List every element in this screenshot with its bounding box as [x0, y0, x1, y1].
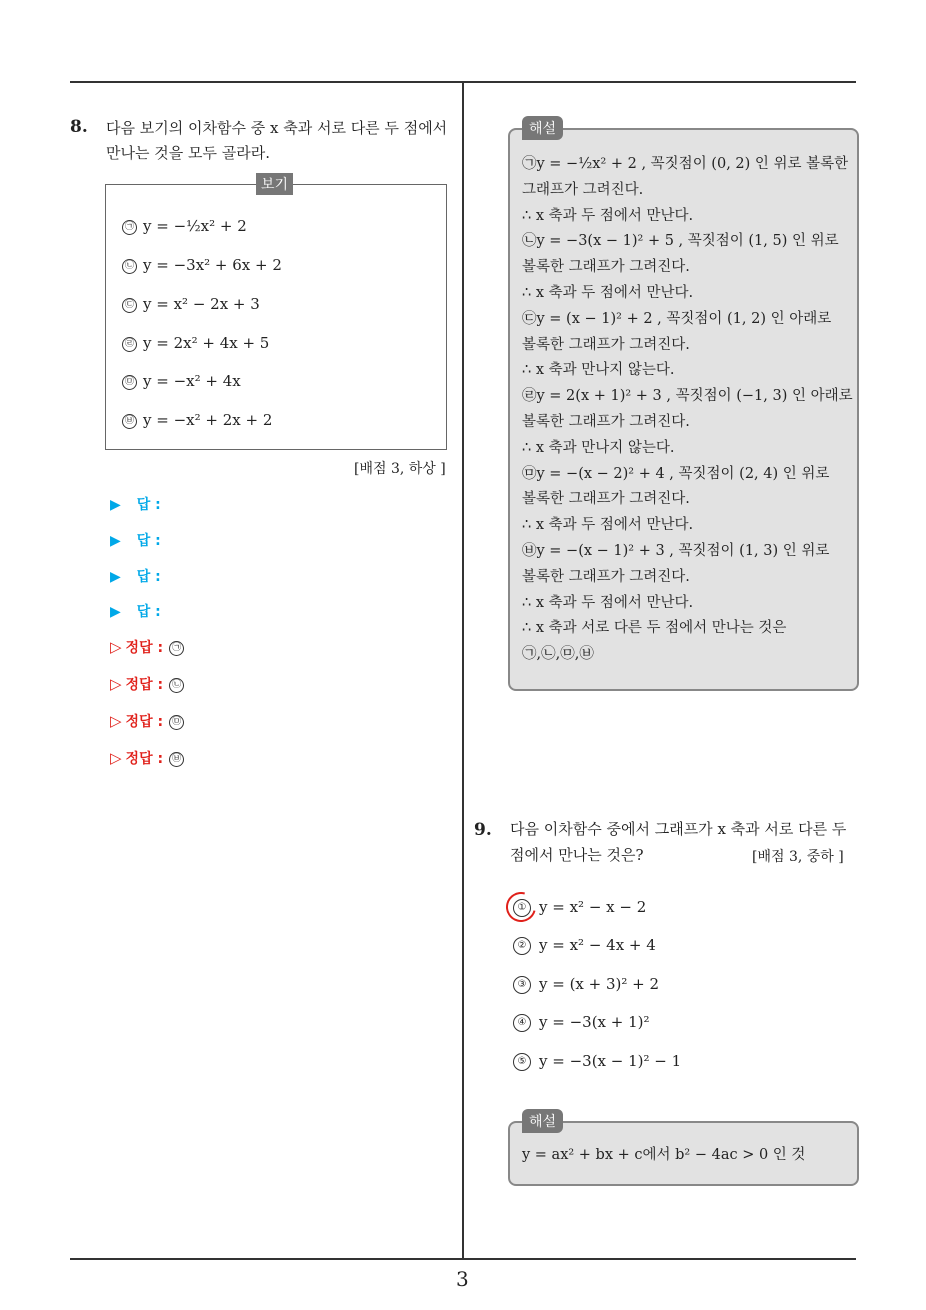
option-equation: y = −3(x − 1)² − 1 — [539, 1052, 682, 1070]
bogi-option-3 — [122, 294, 260, 314]
explanation-line: ∴ x 축과 두 점에서 만난다. — [522, 517, 694, 534]
bogi-option-6 — [122, 410, 272, 430]
outline-triangle-icon: ▷ — [110, 638, 122, 656]
correct-label: 정답 : — [125, 640, 164, 656]
q9-option-5[interactable] — [513, 1050, 681, 1072]
option-equation: y = x² − 2x + 3 — [143, 295, 260, 313]
option-equation: y = 2x² + 4x + 5 — [143, 334, 270, 352]
explanation-line: 볼록한 그래프가 그려진다. — [522, 336, 690, 353]
option-equation: y = (x + 3)² + 2 — [539, 975, 660, 993]
explanation-line: ㉣y = 2(x + 1)² + 3 , 꼭짓점이 (−1, 3) 인 아래로 — [522, 388, 853, 405]
q9-explanation-label: 해설 — [522, 1109, 563, 1133]
correct-value: ㉠ — [169, 641, 184, 656]
bogi-option-4 — [122, 333, 269, 353]
option-number: ⑤ — [513, 1053, 531, 1071]
correct-value: ㉡ — [169, 678, 184, 693]
q9-option-1[interactable] — [513, 896, 646, 918]
q9-option-4[interactable] — [513, 1011, 650, 1033]
explanation-line: ∴ x 축과 두 점에서 만난다. — [522, 594, 694, 611]
option-equation: y = x² − 4x + 4 — [539, 936, 656, 954]
explanation-line: 볼록한 그래프가 그려진다. — [522, 259, 690, 276]
answer-label: 답 : — [136, 569, 161, 585]
option-marker: ㉣ — [122, 337, 137, 352]
explanation-line: ㉡y = −3(x − 1)² + 5 , 꼭짓점이 (1, 5) 인 위로 — [522, 233, 839, 250]
correct-label: 정답 : — [125, 714, 164, 730]
option-marker: ㉡ — [122, 259, 137, 274]
outline-triangle-icon: ▷ — [110, 675, 122, 693]
option-marker: ㉢ — [122, 298, 137, 313]
option-equation: y = −x² + 4x — [143, 372, 241, 390]
bottom-rule — [70, 1258, 856, 1260]
play-triangle-icon: ▶ — [110, 533, 121, 549]
explanation-line: 볼록한 그래프가 그려진다. — [522, 491, 690, 508]
option-equation: y = −½x² + 2 — [143, 217, 247, 235]
explanation-line: ㉠,㉡,㉤,㉥ — [522, 646, 594, 663]
correct-value: ㉤ — [169, 715, 184, 730]
explanation-line: 그래프가 그려진다. — [522, 181, 644, 198]
answer-row[interactable] — [110, 566, 161, 586]
explanation-line: ∴ x 축과 두 점에서 만난다. — [522, 207, 694, 224]
option-marker: ㉠ — [122, 220, 137, 235]
correct-label: 정답 : — [125, 751, 164, 767]
q8-question-line2: 만나는 것을 모두 골라라. — [106, 144, 270, 162]
explanation-line: ∴ x 축과 서로 다른 두 점에서 만나는 것은 — [522, 620, 787, 637]
explanation-line: ∴ x 축과 만나지 않는다. — [522, 439, 675, 456]
answer-label: 답 : — [136, 533, 161, 549]
answer-row[interactable] — [110, 601, 161, 621]
bogi-option-2 — [122, 255, 282, 275]
correct-value: ㉥ — [169, 752, 184, 767]
q8-explanation-box — [508, 128, 859, 691]
correct-answer-row — [110, 748, 190, 768]
explanation-line: ㉥y = −(x − 1)² + 3 , 꼭짓점이 (1, 3) 인 위로 — [522, 542, 830, 559]
play-triangle-icon: ▶ — [110, 497, 121, 513]
explanation-line: 볼록한 그래프가 그려진다. — [522, 413, 690, 430]
q8-number: 8. — [70, 117, 88, 137]
answer-label: 답 : — [136, 604, 161, 620]
q9-explanation-text: y = ax² + bx + c에서 b² − 4ac > 0 인 것 — [522, 1147, 806, 1163]
explanation-line: 볼록한 그래프가 그려진다. — [522, 568, 690, 585]
play-triangle-icon: ▶ — [110, 604, 121, 620]
q9-option-3[interactable] — [513, 973, 659, 995]
explanation-line: ∴ x 축과 두 점에서 만난다. — [522, 284, 694, 301]
outline-triangle-icon: ▷ — [110, 712, 122, 730]
q9-option-2[interactable] — [513, 934, 656, 956]
option-number: ③ — [513, 976, 531, 994]
q8-question-line1: 다음 보기의 이차함수 중 x 축과 서로 다른 두 점에서 — [106, 119, 448, 137]
correct-label: 정답 : — [125, 677, 164, 693]
option-number: ① — [513, 899, 531, 917]
answer-row[interactable] — [110, 494, 161, 514]
option-marker: ㉤ — [122, 375, 137, 390]
correct-answer-row — [110, 711, 190, 731]
option-marker: ㉥ — [122, 414, 137, 429]
correct-answer-row — [110, 674, 190, 694]
answer-label: 답 : — [136, 497, 161, 513]
explanation-line: ㉠y = −½x² + 2 , 꼭짓점이 (0, 2) 인 위로 볼록한 — [522, 156, 849, 172]
explanation-line: ㉤y = −(x − 2)² + 4 , 꼭짓점이 (2, 4) 인 위로 — [522, 465, 830, 482]
column-divider — [462, 82, 464, 1260]
option-equation: y = x² − x − 2 — [539, 898, 647, 916]
outline-triangle-icon: ▷ — [110, 749, 122, 767]
page-number: 3 — [456, 1267, 469, 1291]
correct-answer-row — [110, 637, 190, 657]
bogi-option-5 — [122, 371, 241, 391]
option-equation: y = −3x² + 6x + 2 — [143, 256, 282, 274]
q9-number: 9. — [474, 820, 492, 840]
bogi-option-1 — [122, 216, 247, 236]
option-number: ④ — [513, 1014, 531, 1032]
q8-score: [배점 3, 하상 ] — [354, 461, 446, 477]
explanation-line: ∴ x 축과 만나지 않는다. — [522, 362, 675, 379]
q9-question-line1: 다음 이차함수 중에서 그래프가 x 축과 서로 다른 두 — [510, 820, 847, 838]
q9-question-line2: 점에서 만나는 것은? — [510, 846, 644, 864]
q8-explanation-label: 해설 — [522, 116, 563, 140]
option-equation: y = −x² + 2x + 2 — [143, 411, 273, 429]
explanation-line: ㉢y = (x − 1)² + 2 , 꼭짓점이 (1, 2) 인 아래로 — [522, 310, 832, 327]
play-triangle-icon: ▶ — [110, 569, 121, 585]
q9-score: [배점 3, 중하 ] — [752, 849, 844, 865]
q8-explanation-lines — [522, 152, 853, 668]
answer-row[interactable] — [110, 530, 161, 550]
option-equation: y = −3(x + 1)² — [539, 1013, 650, 1031]
option-number: ② — [513, 937, 531, 955]
bogi-label: 보기 — [256, 173, 293, 195]
